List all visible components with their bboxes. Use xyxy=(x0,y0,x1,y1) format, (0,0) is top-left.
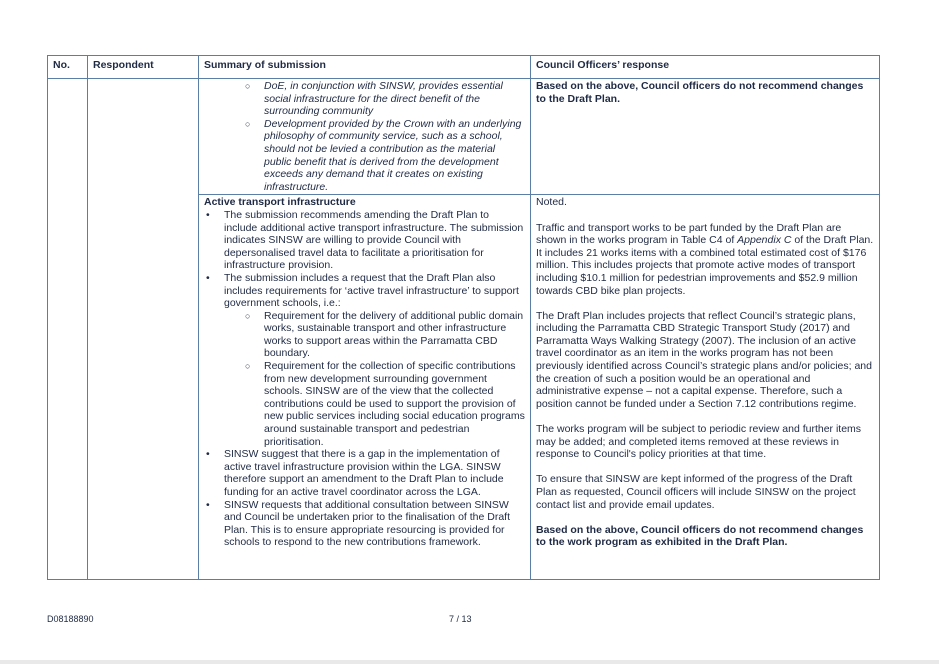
response-recommendation: Based on the above, Council officers do not recommend changes to the work program as exhibited in the Draft Plan. xyxy=(536,523,864,549)
list-item: ○ Requirement for the delivery of additional public domain works, sustainable transport and other infrastructure works to support areas within the Parramatta CBD boundary. xyxy=(224,310,525,360)
list-item: • SINSW suggest that there is a gap in the implementation of active travel infrastructure provision within the LGA. SINSW therefore support an amendment to the Draft Plan to include funding for an active travel coordinator across the LGA. xyxy=(204,448,525,498)
response-paragraph: The works program will be subject to periodic review and further items may be added; and completed items removed at these reviews in response to Council's policy priorities at that time. xyxy=(536,423,862,461)
list-item xyxy=(204,272,525,448)
page-number: 7 / 13 xyxy=(449,614,472,624)
response-noted: Noted. xyxy=(536,196,567,209)
response-paragraph: The Draft Plan includes projects that reflect Council’s strategic plans, including the Parramatta CBD Strategic Transport Study (2017) and Parramatta Ways Walking Strategy (2007). The inclusion of an active travel coordinator as an item in the works program has not been previously identified across Council’s strategic plans and/or policies; and the creation of such a position would be an operational and administrative expense – not a capital expense. Therefore, such a position cannot be funded under a Section 7.12 contributions regime. xyxy=(536,309,872,410)
response-cell-active-transport xyxy=(531,195,880,580)
section-heading: Active transport infrastructure xyxy=(204,196,356,209)
bullet-list xyxy=(204,209,525,549)
list-item: • SINSW requests that additional consultation between SINSW and Council be undertaken prior to the finalisation of the Draft Plan. This is to ensure appropriate resourcing is provided for schools to respond to the new contributions framework. xyxy=(204,499,525,549)
response-text: of the Draft Plan. It includes 21 works items with a combined total estimated cost of $176 million. This includes projects that promote active modes of transport including $10.1 million for pedestrian improvements and $52.9 million towards CBD bike plan projects. xyxy=(536,234,874,297)
cell-respondent xyxy=(88,79,199,580)
response-paragraph: To ensure that SINSW are kept informed of the progress of the Draft Plan as requested, Council officers will include SINSW on the project contact list and provide email updates. xyxy=(536,473,856,511)
summary-cell-crown xyxy=(199,79,531,195)
response-cell-crown xyxy=(531,79,880,195)
sub-list xyxy=(224,310,525,449)
cell-no xyxy=(48,79,88,580)
response-text: Traffic and transport works to be part funded by the Draft Plan are shown in the works program in Table C4 of xyxy=(536,221,842,247)
response-paragraph xyxy=(536,222,874,298)
header-summary: Summary of submission xyxy=(199,56,531,79)
summary-cell-active-transport xyxy=(199,195,531,580)
list-item: • The submission recommends amending the Draft Plan to include additional active transport infrastructure. The submission indicates SINSW are willing to provide Council with depersonalised travel data to facilitate a prioritisation for infrastructure provision. xyxy=(204,209,525,272)
submissions-table xyxy=(47,55,880,580)
appendix-reference: Appendix C xyxy=(737,234,792,247)
table-header-row xyxy=(48,56,880,79)
list-item: ○ Development provided by the Crown with an underlying philosophy of community service, such as a school, should not be levied a contribution as the material public benefit that is derived from the development exceeds any demand that it creates on existing infrastructure. xyxy=(204,118,525,194)
header-respondent: Respondent xyxy=(88,56,199,79)
header-no: No. xyxy=(48,56,88,79)
table-row xyxy=(48,79,880,195)
crown-sub-list xyxy=(204,80,525,193)
list-item: ○ Requirement for the collection of specific contributions from new development surrounding government schools. SINSW are of the view that the collected contributions could be used to support the provision of new public services including social education programs around sustainable transport and pedestrian prioritisation. xyxy=(224,360,525,448)
document-id: D08188890 xyxy=(47,614,94,624)
list-item-text: The submission includes a request that the Draft Plan also includes requirements for ‘active travel infrastructure’ to support government schools, i.e.: xyxy=(224,271,519,310)
response-recommendation: Based on the above, Council officers do not recommend changes to the Draft Plan. xyxy=(536,80,864,105)
page-edge xyxy=(0,660,939,664)
list-item: ○ DoE, in conjunction with SINSW, provides essential social infrastructure for the direct benefit of the surrounding community xyxy=(204,80,525,118)
header-response: Council Officers’ response xyxy=(531,56,880,79)
